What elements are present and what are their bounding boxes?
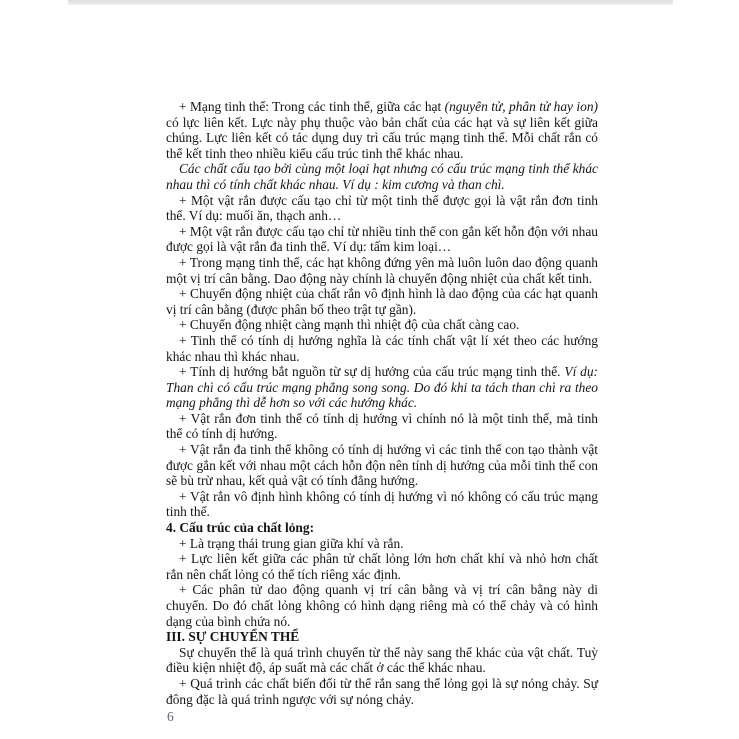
paragraph: + Chuyển động nhiệt càng mạnh thì nhiệt độ của chất càng cao. — [179, 317, 520, 333]
paragraph: + Trong mạng tinh thể, các hạt không đứng yên mà luôn luôn dao động quanh một vị trí cân bằng. Dao động này chính là chuyển động nhiệt của chất kết tinh. — [166, 254, 598, 286]
paragraph: + Mạng tinh thể: Trong các tinh thể, giữa các hạt (nguyên tử, phân tử hay ion) có lực liên kết. Lực này phụ thuộc vào bản chất của các hạt và sự liên kết giữa chúng. Lực liên kết có tác dụng duy trì cấu trúc mạng tinh thể. Mỗi chất rắn có thể kết tinh theo nhiều kiểu cấu trúc tinh thể khác nhau. — [166, 99, 599, 161]
paragraph: + Một vật rắn được cấu tạo chỉ từ nhiều tinh thể con gắn kết hỗn độn với nhau được gọi là vật rắn đa tinh thể. Ví dụ: tấm kim loại… — [166, 223, 598, 255]
page-number: 6 — [167, 709, 174, 724]
paragraph: + Các phân tử dao động quanh vị trí cân bằng và vị trí cân bằng này di chuyển. Do đó chất lỏng không có hình dạng riêng mà có thể chảy và có hình dạng của bình chứa nó. — [166, 582, 598, 629]
paragraph: + Chuyển động nhiệt của chất rắn vô định hình là dao động của các hạt quanh vị trí cân bằng (được phân bố theo trật tự gần). — [166, 286, 598, 317]
paragraph: + Vật rắn vô định hình không có tính dị hướng vì nó không có cấu trúc mạng tinh thể. — [166, 488, 598, 520]
paragraph: Sự chuyển thể là quá trình chuyển từ thể này sang thể khác của vật chất. Tuỳ điều kiện nhiệt độ, áp suất mà các chất ở các thể khác nhau. — [166, 644, 598, 676]
paragraph: + Là trạng thái trung gian giữa khí và rắn. — [179, 535, 404, 551]
paragraph: + Vật rắn đa tinh thể không có tính dị hướng vì các tinh thể con tạo thành vật được gắn kết với nhau một cách hỗn độn nên tính dị hướng của mỗi tinh thể con sẽ bù trừ nhau, kết quả vật có tính đẳng hướng. — [166, 442, 598, 489]
paragraph: + Quá trình các chất biến đổi từ thể rắn sang thể lỏng gọi là sự nóng chảy. Sự đông đặc là quá trình ngược với sự nóng chảy. — [166, 675, 598, 707]
document-body — [166, 99, 598, 707]
paragraph: + Một vật rắn được cấu tạo chỉ từ một tinh thể được gọi là vật rắn đơn tinh thể. Ví dụ: muối ăn, thạch anh… — [166, 192, 598, 224]
paragraph: + Vật rắn đơn tinh thể có tính dị hướng vì chính nó là một tinh thể, mà tinh thể có tính dị hướng. — [166, 410, 598, 442]
section-heading: 4. Cấu trúc của chất lỏng: — [166, 520, 315, 536]
paragraph: Các chất cấu tạo bởi cùng một loại hạt nhưng có cấu trúc mạng tinh thể khác nhau thì có tính chất khác nhau. Ví dụ : kim cương và than chì. — [166, 161, 598, 192]
paragraph: + Tinh thể có tính dị hướng nghĩa là các tính chất vật lí xét theo các hướng khác nhau thì khác nhau. — [166, 332, 598, 364]
paragraph: + Tính dị hướng bắt nguồn từ sự dị hướng của cấu trúc mạng tinh thể. Ví dụ: Than chì có cấu trúc mạng phẳng song song. Do đó khi ta tách than chì ra theo mạng phẳng thì dễ hơn so với các hướng khác. — [166, 364, 598, 411]
section-heading: III. SỰ CHUYỂN THỂ — [166, 629, 300, 645]
page-edge-strip — [68, 0, 673, 5]
paragraph: + Lực liên kết giữa các phân tử chất lỏng lớn hơn chất khí và nhỏ hơn chất rắn nên chất lỏng có thể tích riêng xác định. — [166, 551, 598, 582]
